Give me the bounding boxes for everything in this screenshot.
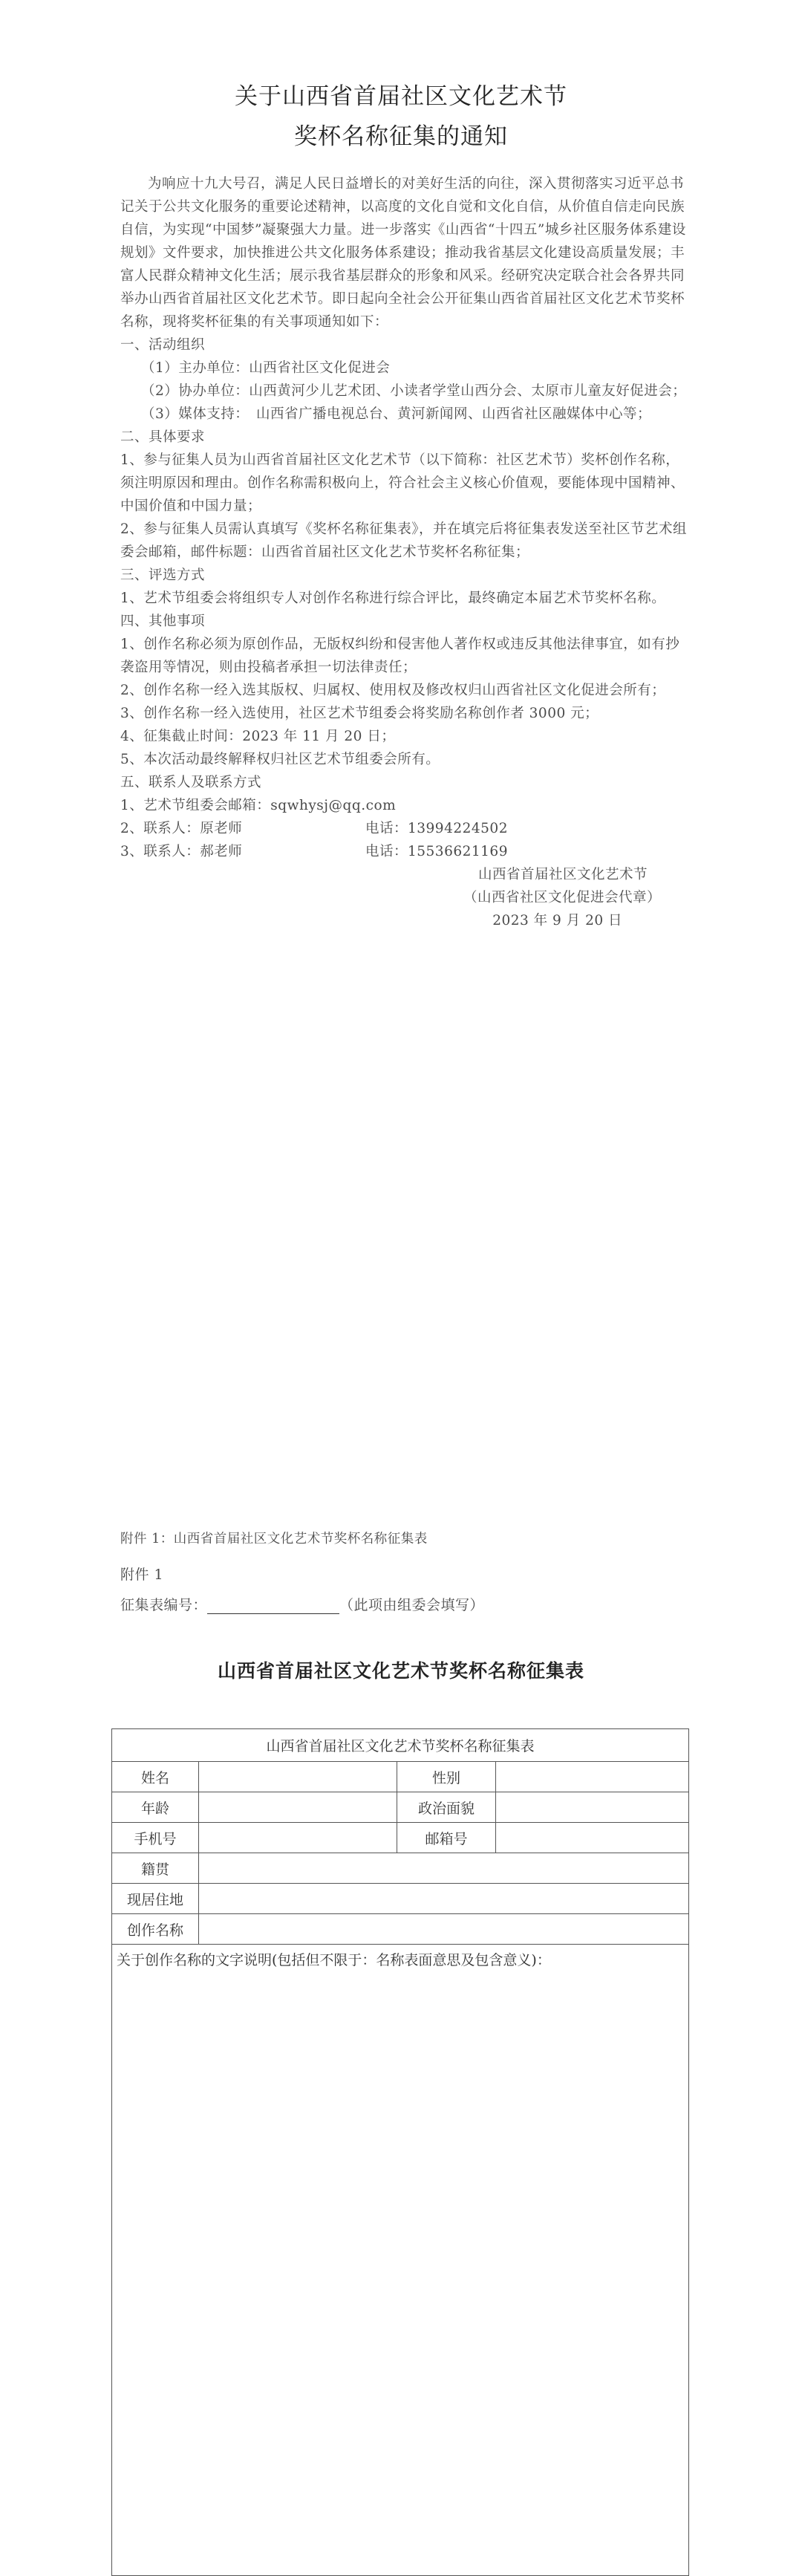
contact-name: 3、联系人：郝老师 [120, 844, 243, 859]
description-field[interactable] [112, 1945, 689, 2576]
section-heading: 五、联系人及联系方式 [120, 775, 262, 790]
creation-name-field[interactable] [199, 1914, 689, 1945]
contact-phone: 电话：15536621169 [365, 844, 508, 859]
list-item: 4、征集截止时间：2023 年 11 月 20 日； [120, 729, 396, 744]
list-item: 1、参与征集人员为山西省首届社区文化艺术节（以下简称：社区艺术节）奖杯创作名称，须注明原因和理由。创作名称需积极向上，符合社会主义核心价值观，要能体现中国精神、中国价值和中国力量； [120, 452, 685, 514]
list-item: 2、参与征集人员需认真填写《奖杯名称征集表》，并在填完后将征集表发送至社区节艺术组委会邮箱，邮件标题：山西省首届社区文化艺术节奖杯名称征集； [120, 521, 688, 560]
list-item: （1）主办单位：山西省社区文化促进会 [141, 360, 391, 376]
notice-title-line2: 奖杯名称征集的通知 [294, 123, 508, 150]
intro-paragraph: 为响应十九大号召，满足人民日益增长的对美好生活的向往，深入贯彻落实习近平总书记关于公共文化服务的重要论述精神，以高度的文化自觉和文化自信，从价值自信走向民族自信，为实现“中国梦”凝聚强大力量。进一步落实《山西省“十四五”城乡社区服务体系建设规划》文件要求，加快推进公共文化服务体系建设；推动我省基层文化建设高质量发展；丰富人民群众精神文化生活；展示我省基层群众的形象和风采。经研究决定联合社会各界共同举办山西省首届社区文化艺术节。即日起向全社会公开征集山西省首届社区文化艺术节奖杯名称，现将奖杯征集的有关事项通知如下： [120, 176, 686, 330]
political-status-field[interactable] [496, 1792, 689, 1823]
postal-code-field[interactable] [496, 1823, 689, 1853]
age-field[interactable] [199, 1792, 397, 1823]
notice-body [120, 172, 691, 932]
section-heading: 一、活动组织 [120, 337, 206, 353]
form-number-hint: （此项由组委会填写） [339, 1597, 485, 1613]
residence-label: 现居住地 [112, 1884, 199, 1914]
signature-org: 山西省首届社区文化艺术节 [477, 867, 648, 882]
list-item: 2、创作名称一经入选其版权、归属权、使用权及修改权归山西省社区文化促进会所有； [120, 683, 666, 698]
gender-label: 性别 [397, 1762, 496, 1792]
section-heading: 四、其他事项 [120, 614, 206, 629]
political-status-label: 政治面貌 [397, 1792, 496, 1823]
native-place-label: 籍贯 [112, 1853, 199, 1884]
description-prompt: 关于创作名称的文字说明(包括但不限于：名称表面意思及包含意义)： [117, 1952, 551, 1968]
form-number-line [120, 1594, 484, 1614]
attachment-note: 附件 1：山西省首届社区文化艺术节奖杯名称征集表 [120, 1532, 428, 1546]
section-heading: 二、具体要求 [120, 429, 206, 445]
name-label: 姓名 [112, 1762, 199, 1792]
list-item: 3、创作名称一经入选使用，社区艺术节组委会将奖励名称创作者 3000 元； [120, 706, 599, 721]
notice-title-line1: 关于山西省首届社区文化艺术节 [235, 83, 567, 110]
form-number-label: 征集表编号： [120, 1597, 208, 1613]
contact-row [120, 840, 691, 863]
list-item: （2）协办单位：山西黄河少儿艺术团、小读者学堂山西分会、太原市儿童友好促进会； [141, 383, 687, 399]
phone-label: 手机号 [112, 1823, 199, 1853]
contact-phone: 电话：13994224502 [365, 821, 508, 836]
section-heading: 三、评选方式 [120, 567, 206, 583]
residence-field[interactable] [199, 1884, 689, 1914]
age-label: 年龄 [112, 1792, 199, 1823]
attachment-label: 附件 1 [120, 1567, 164, 1583]
native-place-field[interactable] [199, 1853, 689, 1884]
list-item: 1、创作名称必须为原创作品，无版权纠纷和侵害他人著作权或违反其他法律事宜，如有抄袭盗用等情况，则由投稿者承担一切法律责任； [120, 637, 680, 675]
creation-name-label: 创作名称 [112, 1914, 199, 1945]
list-item: （3）媒体支持： 山西省广播电视总台、黄河新闻网、山西省社区融媒体中心等； [141, 406, 652, 422]
collection-form-table [111, 1728, 689, 2576]
signature-date: 2023 年 9 月 20 日 [492, 913, 622, 928]
signature-block [120, 863, 691, 932]
form-number-blank [207, 1598, 339, 1614]
list-item: 1、艺术节组委会将组织专人对创作名称进行综合评比，最终确定本届艺术节奖杯名称。 [120, 591, 666, 606]
gender-field[interactable] [496, 1762, 689, 1792]
phone-field[interactable] [199, 1823, 397, 1853]
contact-row [120, 817, 691, 840]
signature-seal-note: （山西省社区文化促进会代章） [463, 890, 661, 905]
contact-name: 2、联系人：原老师 [120, 821, 243, 836]
form-title: 山西省首届社区文化艺术节奖杯名称征集表 [217, 1660, 584, 1682]
contact-email: 1、艺术节组委会邮箱：sqwhysj@qq.com [120, 798, 397, 813]
name-field[interactable] [199, 1762, 397, 1792]
postal-code-label: 邮箱号 [397, 1823, 496, 1853]
form-caption: 山西省首届社区文化艺术节奖杯名称征集表 [112, 1729, 689, 1762]
list-item: 5、本次活动最终解释权归社区艺术节组委会所有。 [120, 752, 440, 767]
